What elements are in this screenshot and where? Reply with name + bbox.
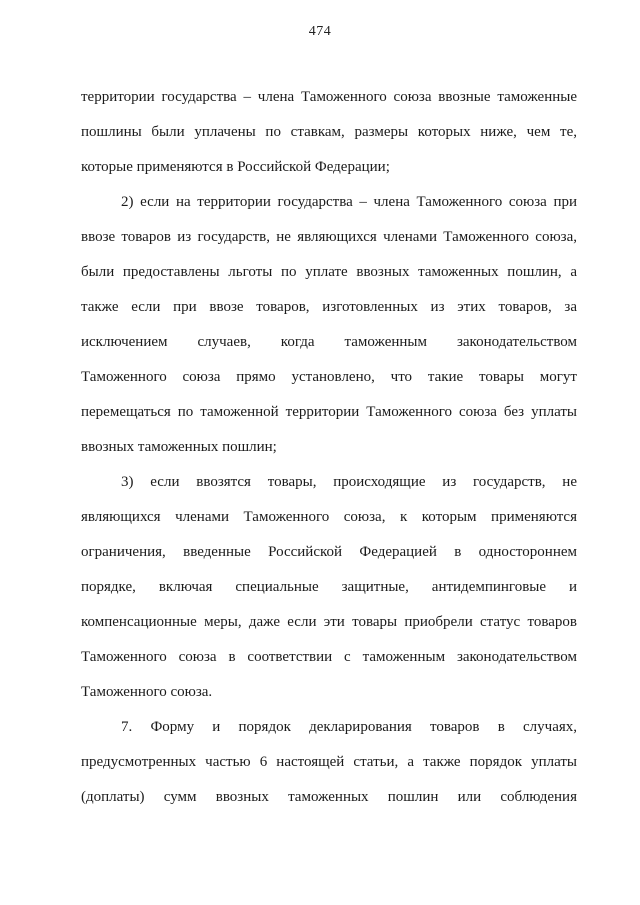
text-line: Таможенного союза в соответствии с таможенным законодательством	[81, 649, 577, 665]
text-block	[81, 80, 577, 815]
text-line: порядке, включая специальные защитные, антидемпинговые и	[81, 579, 577, 595]
text-line: исключением случаев, когда таможенным законодательством	[81, 334, 577, 350]
text-line: пошлины были уплачены по ставкам, размеры которых ниже, чем те,	[81, 124, 577, 140]
text-line: 2) если на территории государства – члена Таможенного союза при	[121, 194, 577, 210]
text-line: 7. Форму и порядок декларирования товаров в случаях,	[121, 719, 577, 735]
text-line: (доплаты) сумм ввозных таможенных пошлин или соблюдения	[81, 789, 577, 805]
page-number: 474	[308, 24, 332, 39]
text-line: территории государства – члена Таможенного союза ввозные таможенные	[81, 89, 577, 105]
text-line: ввозных таможенных пошлин;	[81, 439, 277, 455]
text-line: ограничения, введенные Российской Федерацией в одностороннем	[81, 544, 577, 560]
text-line: ввозе товаров из государств, не являющихся членами Таможенного союза,	[81, 229, 577, 245]
text-line: Таможенного союза прямо установлено, что такие товары могут	[81, 369, 577, 385]
text-line: также если при ввозе товаров, изготовленных из этих товаров, за	[81, 299, 577, 315]
text-line: перемещаться по таможенной территории Таможенного союза без уплаты	[81, 404, 577, 420]
text-line: были предоставлены льготы по уплате ввозных таможенных пошлин, а	[81, 264, 577, 280]
text-line: являющихся членами Таможенного союза, к которым применяются	[81, 509, 577, 525]
text-line: компенсационные меры, даже если эти товары приобрели статус товаров	[81, 614, 577, 630]
text-line: Таможенного союза.	[81, 684, 213, 700]
text-line: которые применяются в Российской Федерации;	[81, 159, 390, 175]
text-line: 3) если ввозятся товары, происходящие из государств, не	[121, 474, 577, 490]
text-line: предусмотренных частью 6 настоящей статьи, а также порядок уплаты	[81, 754, 577, 770]
